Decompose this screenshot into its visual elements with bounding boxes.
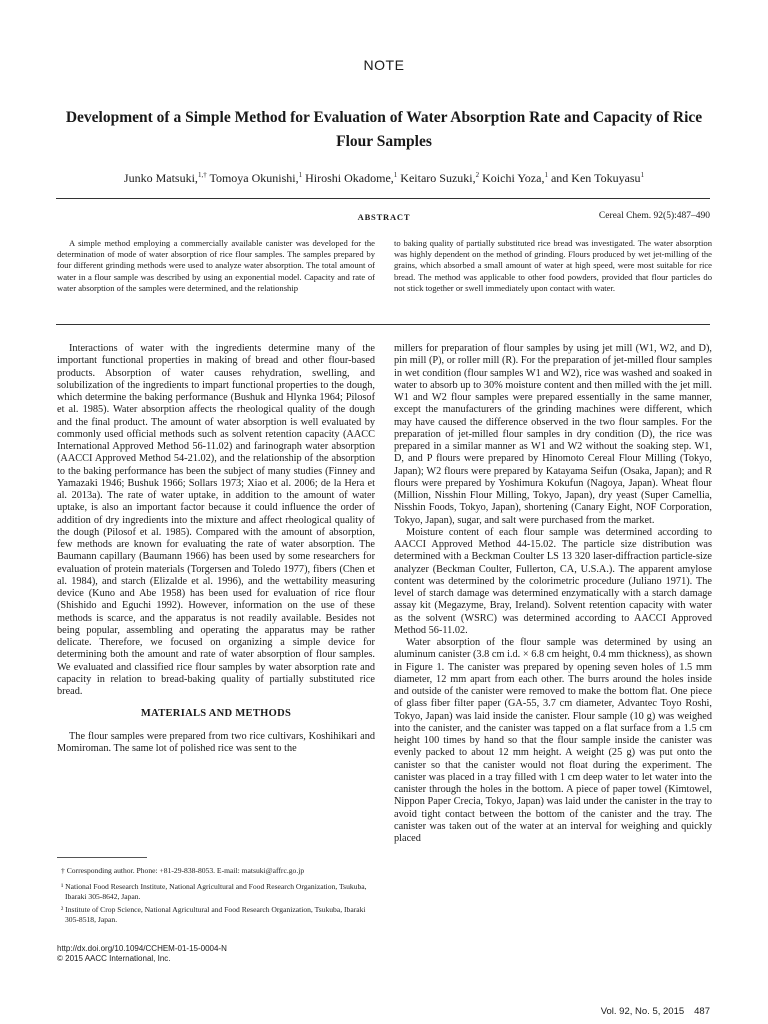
doi-block bbox=[57, 944, 227, 964]
abstract-heading: ABSTRACT bbox=[357, 212, 411, 222]
paper-title: Development of a Simple Method for Evaluation of Water Absorption Rate and Capacity of Rice Flour Samples bbox=[65, 109, 703, 150]
doi-link[interactable]: http://dx.doi.org/10.1094/CCHEM-01-15-0004-N bbox=[57, 944, 227, 953]
author: Keitaro Suzuki,$^2$ bbox=[397, 171, 480, 185]
body-paragraph: millers for preparation of flour samples by using jet mill (W1, W2, and D), pin mill (P), or roller mill (R). For the preparation of jet-milled flour samples in wet condition (flour samples W1 and W2), rice was washed and soaked in water to absorb up to 30% moisture content and then milled with the jet mill. W1 and W2 flour samples were prepared essentially in the same manner, except the manufacturers of the grinding machines were different, which may have caused the difference observed in the two flour samples. For the preparation of jet-milled flour samples in dry condition (D), the rice was prepared in a similar manner as W1 and W2 without the soaking step. W1, D, and P flours were prepared by Hinomoto Cereal Flour Milling (Tokyo, Japan); W2 flours were prepared by Katayama Seifun (Osaka, Japan); and R flours were prepared by Yoshimura Kokufun (Nagoya, Japan). Wheat flour (Million, Nisshin Flour Milling, Tokyo, Japan), dry yeast (Super Camellia, Nisshin Foods, Tokyo, Japan), shortening (Canary Eight, NOF Corporation, Tokyo, Japan), sugar, and salt were purchased from the market. bbox=[394, 343, 712, 526]
body-paragraph: The flour samples were prepared from two rice cultivars, Koshihikari and Momiroman. The same lot of polished rice was sent to the bbox=[57, 730, 375, 754]
page-folio bbox=[601, 1006, 710, 1017]
author: Tomoya Okunishi,$^1$ bbox=[206, 171, 303, 185]
section-label: NOTE bbox=[363, 57, 405, 73]
copyright: © 2015 AACC International, Inc. bbox=[57, 954, 171, 963]
abstract-top-rule bbox=[56, 198, 710, 199]
abstract-left-column bbox=[57, 238, 375, 294]
body-paragraph: Interactions of water with the ingredients determine many of the important functional properties in making of bread and other flour-based products. Absorption of water causes rehydration, swelling, and solubilization of the ingredients to impart functional properties to the dough, which determine the baking performance (Bushuk and Hlynka 1964; Pilosof et al. 1985). Water absorption affects the rheological quality of the dough and the final product. The amount of water absorption is well evaluated by commonly used official methods such as solvent retention capacity (AACC International Approved Method 56-11.02) and farinograph water absorption (AACCI Approved Method 54-21.02), and the relationship of the absorption to the baking performance has been the subject of many studies (Finney and Yamazaki 1946; Bushuk 1966; Sollars 1973; Xiao et al. 2006; de la Hera et al. 2013a). The rate of water uptake, in addition to the amount of water uptake, is also an important factor because it could influence the order of addition of dry ingredients into the mixture and affect rheological quality of the dough (Pilosof et al. 1985). Compared with the amount of absorption, few methods are known for evaluating the rate of water absorption. The Baumann capillary (Baumann 1966) has been used by some researchers for evaluation of protein materials (Torgersen and Toledo 1977), fibers (Chen et al. 1984), and starch (Elizalde et al. 1996), and the wettability measuring device (Kuno and Abe 1958) has been used for evaluation of rice flour (Shishido and Eguchi 1992). However, information on the use of these methods is scarce, and the apparatus is not readily available. Besides not being popular, assembling and operating the apparatus may be rather delicate. Therefore, we focused on organizing a simple device for determining both the amount and rate of water absorption of flour samples. We evaluated and classified rice flour samples by water absorption rate and capacity in relation to bread-baking quality of partially substituted rice bread. bbox=[57, 343, 375, 697]
affiliation-1: ¹ National Food Research Institute, National Agricultural and Food Research Organization, Tsukuba, Ibaraki 305-8642, Japan. bbox=[61, 882, 367, 902]
journal-citation: Cereal Chem. 92(5):487–490 bbox=[598, 211, 710, 221]
section-heading: MATERIALS AND METHODS bbox=[140, 708, 292, 720]
body-left-column bbox=[57, 343, 375, 755]
body-right-column bbox=[394, 343, 712, 845]
author: Koichi Yoza,$^1$ bbox=[479, 171, 548, 185]
affiliation-2: ² Institute of Crop Science, National Agricultural and Food Research Organization, Tsukuba, Ibaraki 305-8518, Japan. bbox=[61, 904, 366, 924]
abstract-bottom-rule bbox=[56, 324, 710, 325]
author: and Ken Tokuyasu$^1$ bbox=[547, 171, 645, 185]
author: Junko Matsuki,$^{1,\dagger}$ bbox=[123, 171, 207, 185]
abstract-right-column bbox=[394, 238, 712, 294]
body-paragraph: Moisture content of each flour sample was determined according to AACCI Approved Method 44-15.02. The particle size distribution was determined with a Beckman Coulter LS 13 320 laser-diffraction particle-size analyzer (Beckman Coulter, Fullerton, CA, U.S.A.). The apparent amylose content was determined by the colorimetric procedure (Juliano 1971). The level of starch damage was determined enzymatically with a starch damage assay kit (Megazyme, Bray, Ireland). Solvent retention capacity with water as the solvent (WSRC) was determined according to AACCI Approved Method 56-11.02. bbox=[394, 526, 712, 636]
abstract-text: to baking quality of partially substituted rice bread was investigated. The water absorption was highly dependent on the method of grinding. Flours produced by wet jet-milling of the grains, which absorbed a small amount of water at high speed, were most suitable for rice bread. The method was applicable to other food powders, provided that flour particles do not stick together or swell immediately upon contact with water. bbox=[394, 238, 712, 293]
volume-info: Vol. 92, No. 5, 2015 bbox=[600, 1006, 685, 1017]
footnotes bbox=[57, 866, 375, 931]
page-number: 487 bbox=[694, 1006, 710, 1017]
abstract-text: A simple method employing a commercially available canister was developed for the determination of mode of water absorption of rice flour samples. The samples prepared by four different grinding methods were used to analyze water absorption. The total amount of water in a flour sample was described by using an exponential model. Capacity and rate of water absorption of the samples were determined, and the relationship bbox=[57, 238, 375, 293]
footnote-rule bbox=[57, 857, 147, 858]
author: Hiroshi Okadome,$^1$ bbox=[302, 171, 398, 185]
author-list bbox=[20, 171, 748, 186]
corresponding-author-note: † Corresponding author. Phone: +81-29-838-8053. E-mail: matsuki@affrc.go.jp bbox=[61, 866, 305, 875]
body-paragraph: Water absorption of the flour sample was determined by using an aluminum canister (3.8 cm i.d. × 6.8 cm height, 0.4 mm thickness), as shown in Figure 1. The canister was prepared by opening seven holes of 1.5 mm diameter, 12 mm apart from each other. The burrs around the holes inside and outside of the canister were removed to make the bottom flat. One piece of glass fiber filter paper (GA-55, 3.7 cm diameter, Advantec Toyo Roshi, Tokyo, Japan) was laid inside the canister. Flour sample (10 g) was weighed into the canister, and the canister was tapped on a flat surface from a 1.5 cm height 100 times by hand so that the flour sample inside the canister was evenly packed to about 12 mm height. A weight (25 g) was put onto the canister so that the canister would not float during the experiment. The canister was placed in a tray filled with 1 cm deep water to let water into the canister through the holes in the bottom. A piece of paper towel (Kimtowel, Nippon Paper Crecia, Tokyo, Japan) was laid under the canister in the tray to avoid tight contact between the bottom of the canister and the tray. The canister was taken out of the water at an interval for weighing and quickly placed bbox=[394, 637, 712, 844]
